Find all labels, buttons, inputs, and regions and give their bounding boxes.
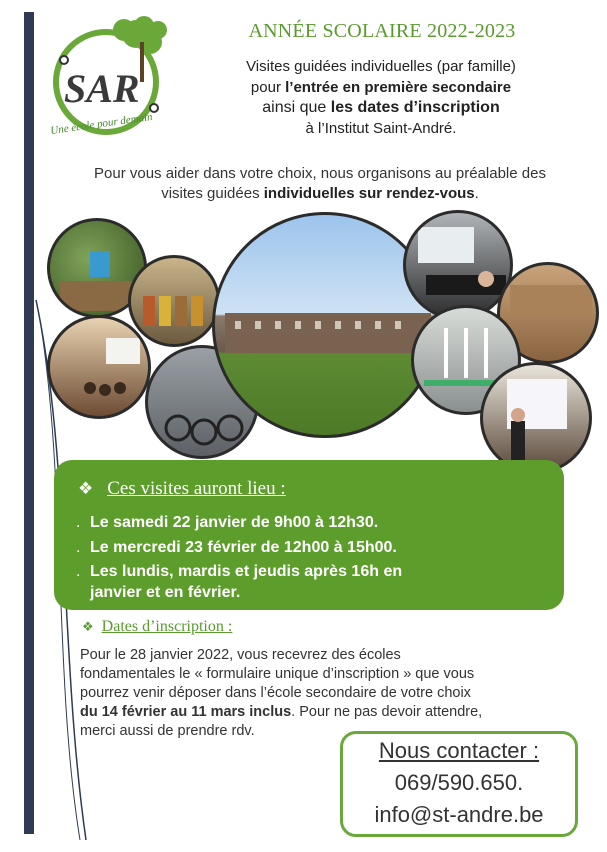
page-title: ANNÉE SCOLAIRE 2022-2023 xyxy=(248,20,516,42)
photo-auditorium xyxy=(47,315,151,419)
inscription-heading: ❖ Dates d’inscription : xyxy=(82,618,233,635)
contact-phone[interactable]: 069/590.650. xyxy=(394,770,524,795)
photo-school-building xyxy=(212,212,438,438)
header-line-4: à l’Institut Saint-André. xyxy=(305,120,457,137)
contact-box xyxy=(340,731,578,837)
diamond-bullet-icon: ❖ xyxy=(78,479,94,498)
contact-heading: Nous contacter : xyxy=(378,738,540,763)
visit-item-3-cont: janvier et en février. xyxy=(90,584,241,601)
header-line-2: pour l’entrée en première secondaire xyxy=(250,79,512,96)
visit-item-2: . Le mercredi 23 février de 12h00 à 15h00. xyxy=(76,539,397,556)
inscription-paragraph: Pour le 28 janvier 2022, vous recevrez des écoles fondamentales le « formulaire unique d’inscription » que vous pourrez venir déposer dans l’école secondaire de votre choix du 14 février au 11 mars inclus. Pour ne pas devoir attendre, merci aussi de prendre rdv. xyxy=(80,647,483,739)
logo-tagline: Une école pour demain xyxy=(49,110,154,138)
contact-email[interactable]: info@st-andre.be xyxy=(374,802,544,827)
diamond-bullet-icon: ❖ xyxy=(82,619,94,634)
photo-computer xyxy=(403,210,513,320)
intro-paragraph: Pour vous aider dans votre choix, nous organisons au préalable des visites guidées individuelles sur rendez-vous. xyxy=(94,165,546,202)
visit-item-1: . Le samedi 22 janvier de 9h00 à 12h30. xyxy=(76,514,379,531)
visit-item-3: . Les lundis, mardis et jeudis après 16h en xyxy=(76,563,403,580)
logo-initials: SAR xyxy=(64,66,140,111)
photo-lab-jars xyxy=(128,255,220,347)
header-line-1: Visites guidées individuelles (par famille) xyxy=(246,58,516,75)
photo-classroom xyxy=(480,362,592,474)
visits-heading: ❖ Ces visites auront lieu : xyxy=(78,478,286,499)
header-line-3: ainsi que les dates d’inscription xyxy=(262,99,500,116)
